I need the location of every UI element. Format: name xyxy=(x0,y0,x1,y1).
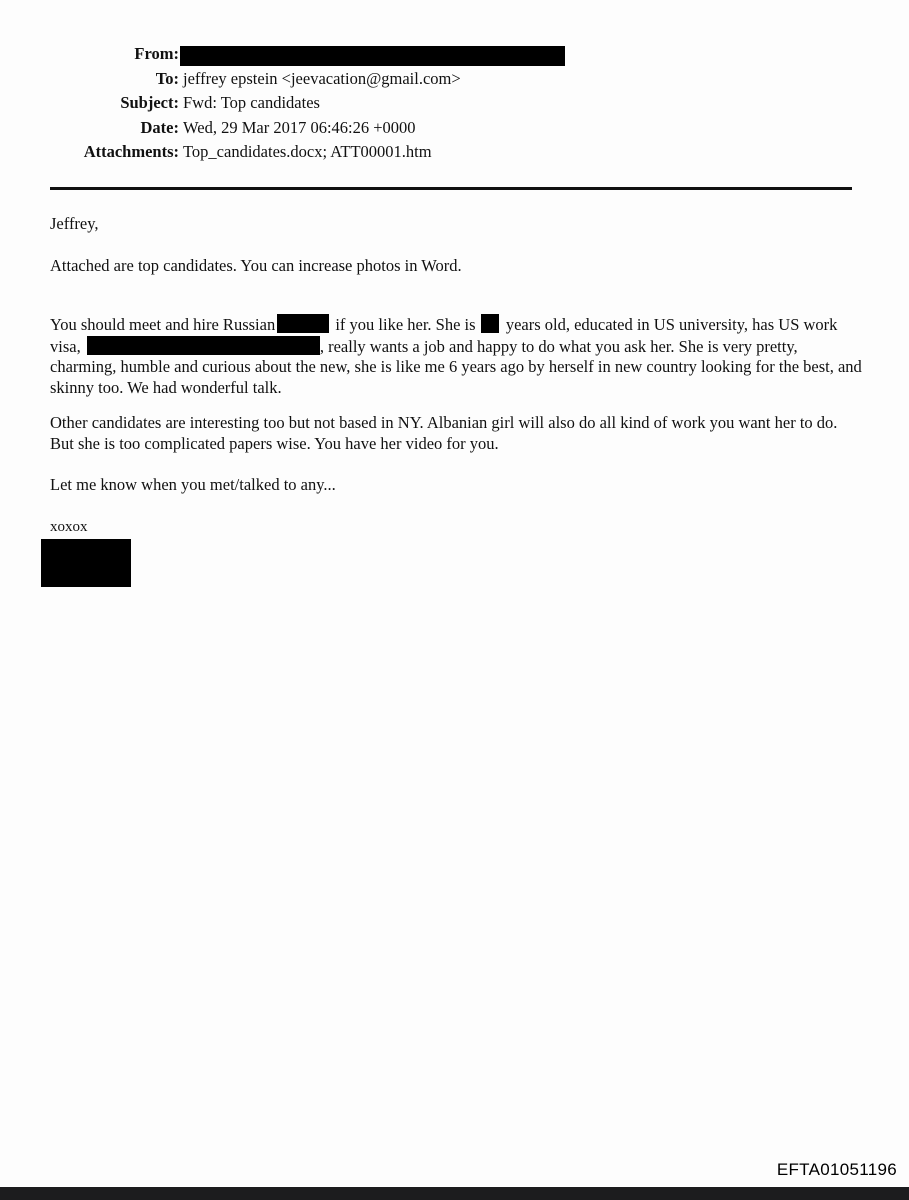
greeting: Jeffrey, xyxy=(50,214,99,233)
from-redaction xyxy=(180,46,565,66)
to-label: To: xyxy=(155,68,179,88)
subject-value: Fwd: Top candidates xyxy=(183,93,320,112)
para1-text-c: years old, educated in US university, has US work visa, xyxy=(50,315,838,356)
paragraph-other-candidates: Other candidates are interesting too but not based in NY. Albanian girl will also do all kind of work you want her to do. But she is too complicated papers wise. You have her video for you. xyxy=(50,413,838,453)
para1-text-b: if you like her. She is xyxy=(335,315,476,334)
attached-line: Attached are top candidates. You can increase photos in Word. xyxy=(50,256,462,275)
bottom-edge-bar xyxy=(0,1187,909,1200)
attachments-row xyxy=(0,140,909,165)
to-value: jeffrey epstein <jeevacation@gmail.com> xyxy=(183,68,461,88)
attachments-value: Top_candidates.docx; ATT00001.htm xyxy=(183,142,432,161)
from-label: From: xyxy=(134,44,179,63)
name-redaction xyxy=(277,314,329,333)
para1-text-d: , really wants a job and happy to do what you ask her. She is very pretty, charming, humble and curious about the new, she is like me 6 years ago by herself in new country looking for the best, and skinny too. We had wonderful talk. xyxy=(50,336,862,397)
from-row xyxy=(0,42,909,67)
attachments-label: Attachments: xyxy=(83,142,179,161)
let-me-know-line: Let me know when you met/talked to any... xyxy=(50,475,336,494)
paragraph-candidate xyxy=(50,314,862,398)
age-redaction xyxy=(481,314,499,333)
detail-redaction xyxy=(87,336,320,355)
date-row xyxy=(0,116,909,141)
para1-text-a: You should meet and hire Russian xyxy=(50,315,276,334)
subject-label: Subject: xyxy=(120,93,179,112)
header-divider xyxy=(50,187,852,190)
signoff: xoxox xyxy=(50,519,88,535)
email-header xyxy=(0,42,909,165)
to-row xyxy=(0,67,909,92)
date-value: Wed, 29 Mar 2017 06:46:26 +0000 xyxy=(183,117,416,137)
subject-row xyxy=(0,91,909,116)
date-label: Date: xyxy=(140,117,179,137)
bates-number: EFTA01051196 xyxy=(776,1160,897,1179)
signature-redaction xyxy=(41,539,131,587)
